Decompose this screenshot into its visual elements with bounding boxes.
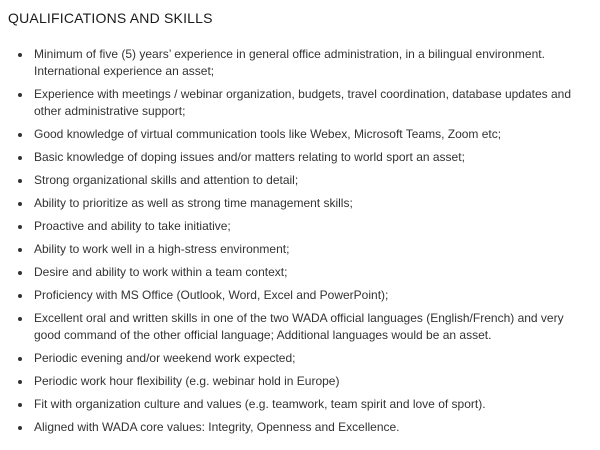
list-item <box>0 126 600 143</box>
list-item-text: Minimum of five (5) years’ experience in general office administration, in a bilingual environment. International experience an asset; <box>34 47 545 78</box>
list-item-text: Periodic work hour flexibility (e.g. webinar hold in Europe) <box>34 374 340 388</box>
bullet-icon <box>18 294 22 298</box>
bullet-icon <box>18 317 22 321</box>
list-item <box>0 195 600 212</box>
bullet-icon <box>18 225 22 229</box>
section-heading: QUALIFICATIONS AND SKILLS <box>8 10 213 26</box>
list-item <box>0 350 600 367</box>
list-item <box>0 310 600 344</box>
bullet-icon <box>18 380 22 384</box>
list-item-text: Desire and ability to work within a team context; <box>34 265 288 279</box>
list-item-text: Fit with organization culture and values (e.g. teamwork, team spirit and love of sport). <box>34 397 486 411</box>
bullet-icon <box>18 156 22 160</box>
list-item <box>0 86 600 120</box>
list-item-text: Excellent oral and written skills in one of the two WADA official languages (English/French) and very good command of the other official language; Additional languages would be an asset. <box>34 311 564 342</box>
list-item <box>0 419 600 436</box>
list-item-text: Aligned with WADA core values: Integrity, Openness and Excellence. <box>34 420 400 434</box>
list-item-text: Proficiency with MS Office (Outlook, Word, Excel and PowerPoint); <box>34 288 389 302</box>
list-item <box>0 218 600 235</box>
bullet-icon <box>18 133 22 137</box>
bullet-icon <box>18 202 22 206</box>
list-item-text: Experience with meetings / webinar organization, budgets, travel coordination, database updates and other administrative support; <box>34 87 572 118</box>
bullet-icon <box>18 426 22 430</box>
bullet-icon <box>18 271 22 275</box>
bullet-icon <box>18 248 22 252</box>
list-item <box>0 287 600 304</box>
list-item-text: Basic knowledge of doping issues and/or matters relating to world sport an asset; <box>34 150 465 164</box>
qualifications-list <box>0 46 600 442</box>
bullet-icon <box>18 179 22 183</box>
list-item-text: Ability to work well in a high-stress environment; <box>34 242 290 256</box>
list-item <box>0 172 600 189</box>
list-item-text: Periodic evening and/or weekend work expected; <box>34 351 296 365</box>
list-item <box>0 396 600 413</box>
list-item <box>0 149 600 166</box>
list-item <box>0 46 600 80</box>
bullet-icon <box>18 403 22 407</box>
list-item-text: Ability to prioritize as well as strong time management skills; <box>34 196 353 210</box>
bullet-icon <box>18 357 22 361</box>
list-item <box>0 241 600 258</box>
list-item <box>0 373 600 390</box>
list-item <box>0 264 600 281</box>
list-item-text: Strong organizational skills and attention to detail; <box>34 173 299 187</box>
list-item-text: Proactive and ability to take initiative; <box>34 219 231 233</box>
list-item-text: Good knowledge of virtual communication tools like Webex, Microsoft Teams, Zoom etc; <box>34 127 502 141</box>
bullet-icon <box>18 53 22 57</box>
bullet-icon <box>18 93 22 97</box>
